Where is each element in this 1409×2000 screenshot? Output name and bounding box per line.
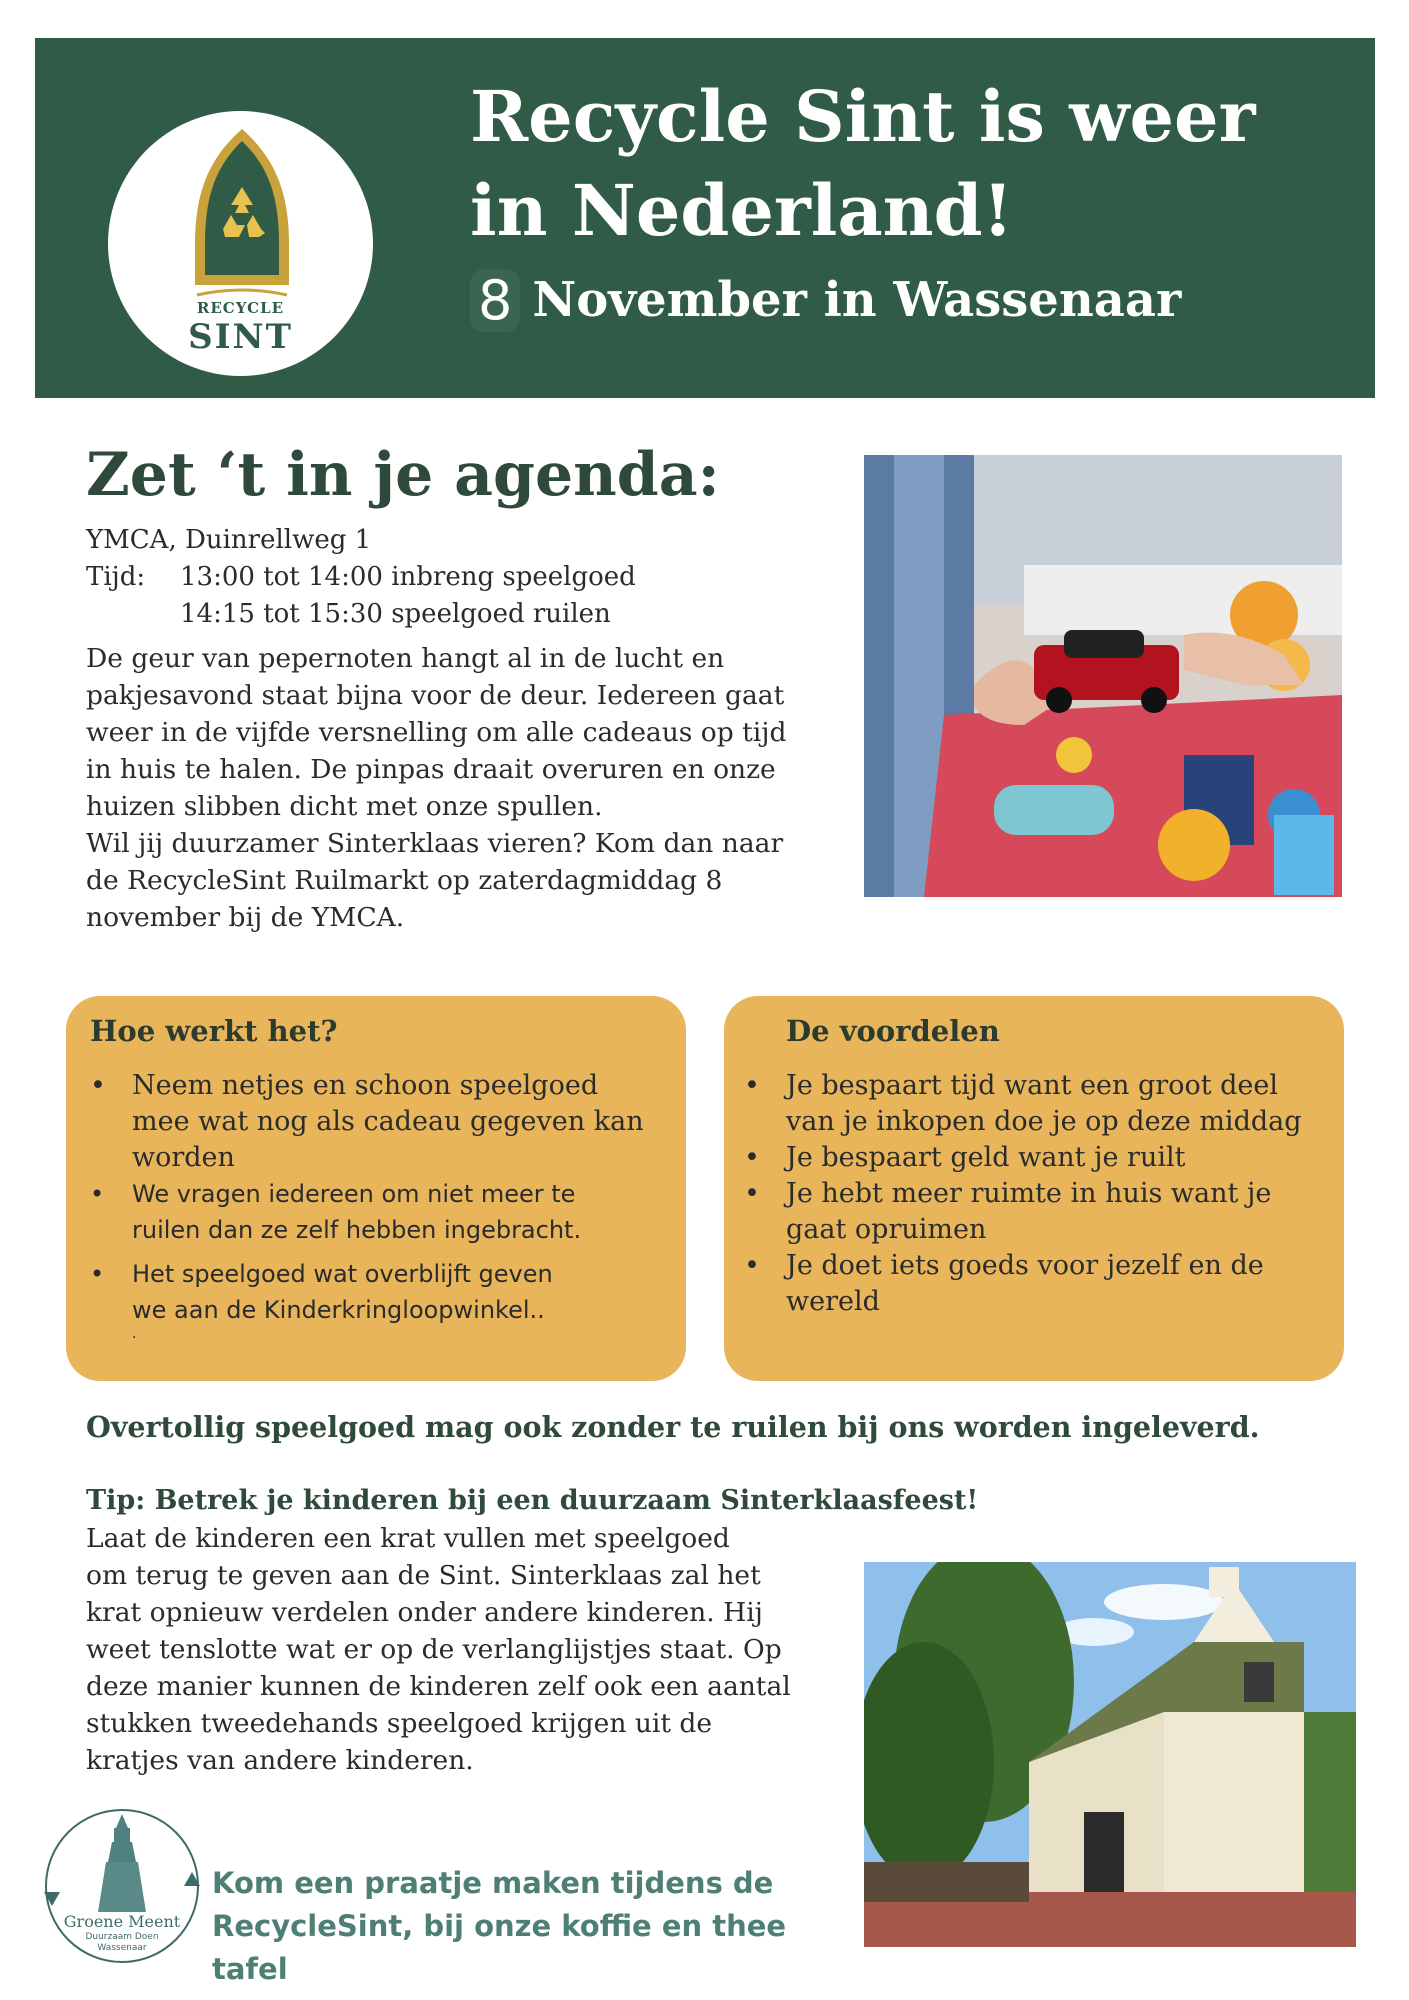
intro-line: weer in de vijfde versnelling om alle cadeaus op tijd [86, 717, 787, 748]
time-row-2 [86, 596, 846, 633]
drop-off-note: Overtollig speelgoed mag ook zonder te ruilen bij ons worden ingeleverd. [86, 1410, 1260, 1444]
intro-line: Wil jij duurzamer Sinterklaas vieren? Kom dan naar [86, 828, 784, 859]
event-date [470, 262, 1350, 338]
list-item: • Neem netjes en schoon speelgoed mee wat nog als cadeau gegeven kan worden [90, 1070, 644, 1173]
intro-paragraph [86, 640, 866, 936]
time-slot-1: 13:00 tot 14:00 inbreng speelgoed [180, 562, 636, 592]
groene-meent-name: Groene Meent [63, 1912, 181, 1931]
mitre-recycle-icon [187, 125, 297, 305]
tip-paragraph [86, 1520, 866, 1779]
list-item: • Het speelgoed wat overblijft geven we aan de Kinderkringloopwinkel.. [90, 1260, 553, 1324]
tip-line: deze manier kunnen de kinderen zelf ook een aantal [86, 1671, 791, 1702]
benefits-title: De voordelen [786, 1014, 1000, 1048]
toy-swap-photo [864, 455, 1342, 897]
tip-line: om terug te geven aan de Sint. Sinterklaas zal het [86, 1560, 761, 1591]
list-item: • Je doet iets goeds voor jezelf en de wereld [744, 1250, 1264, 1317]
intro-line: in huis te halen. De pinpas draait overuren en onze [86, 754, 776, 785]
recycle-sint-logo [108, 111, 373, 376]
groene-meent-logo [42, 1806, 202, 1966]
agenda-details [86, 522, 846, 633]
date-month-place: November in Wassenaar [532, 272, 1182, 328]
how-it-works-list [90, 1068, 670, 1328]
how-it-works-box [66, 996, 686, 1381]
date-day: 8 [470, 269, 520, 332]
building-illustration [864, 1562, 1356, 1947]
lighthouse-icon [42, 1806, 202, 1966]
agenda-heading: Zet ‘t in je agenda: [86, 440, 720, 510]
toy-swap-illustration [864, 455, 1342, 897]
list-item: • Je bespaart tijd want een groot deel van je inkopen doe je op deze middag [744, 1070, 1302, 1137]
intro-line: november bij de YMCA. [86, 902, 405, 933]
title-line-2: in Nederland! [470, 169, 1014, 252]
intro-line: huizen slibben dicht met onze spullen. [86, 791, 603, 822]
time-label: Tijd: [86, 562, 146, 592]
tip-line: Laat de kinderen een krat vullen met speelgoed [86, 1523, 730, 1554]
benefits-list [744, 1068, 1334, 1320]
tip-line: kratjes van andere kinderen. [86, 1745, 474, 1776]
tip-heading: Tip: Betrek je kinderen bij een duurzaam Sinterklaasfeest! [86, 1485, 979, 1516]
ymca-building-photo [864, 1562, 1356, 1947]
groene-meent-place: Wassenaar [97, 1943, 147, 1953]
list-item: • Je hebt meer ruimte in huis want je gaat opruimen [744, 1178, 1272, 1245]
trailing-dot: . [132, 1326, 137, 1342]
intro-line: pakjesavond staat bijna voor de deur. Iedereen gaat [86, 680, 785, 711]
tip-line: weet tenslotte wat er op de verlanglijstjes staat. Op [86, 1634, 782, 1665]
logo-recycle-text: RECYCLE [196, 299, 285, 317]
list-item: • We vragen iedereen om niet meer te ruilen dan ze zelf hebben ingebracht. [90, 1180, 582, 1244]
list-item: • Je bespaart geld want je ruilt [744, 1142, 1186, 1173]
tip-line: krat opnieuw verdelen onder andere kinderen. Hij [86, 1597, 763, 1628]
location: YMCA, Duinrellweg 1 [86, 525, 372, 555]
benefits-box [724, 996, 1344, 1381]
groene-meent-tagline: Duurzaam Doen [85, 1932, 159, 1942]
time-slot-2: 14:15 tot 15:30 speelgoed ruilen [180, 599, 611, 629]
footer-line-1: Kom een praatje maken tijdens de [212, 1866, 774, 1900]
intro-line: de RecycleSint Ruilmarkt op zaterdagmiddag 8 [86, 865, 723, 896]
logo-sint-text: SINT [188, 317, 293, 357]
page-title [470, 70, 1350, 258]
footer-line-2: RecycleSint, bij onze koffie en thee tafel [212, 1909, 787, 1986]
title-line-1: Recycle Sint is weer [470, 75, 1256, 158]
time-row-1 [86, 559, 846, 596]
tip-line: stukken tweedehands speelgoed krijgen uit de [86, 1708, 713, 1739]
how-it-works-title: Hoe werkt het? [90, 1014, 338, 1048]
footer-invitation [212, 1862, 862, 1991]
intro-line: De geur van pepernoten hangt al in de lucht en [86, 643, 725, 674]
